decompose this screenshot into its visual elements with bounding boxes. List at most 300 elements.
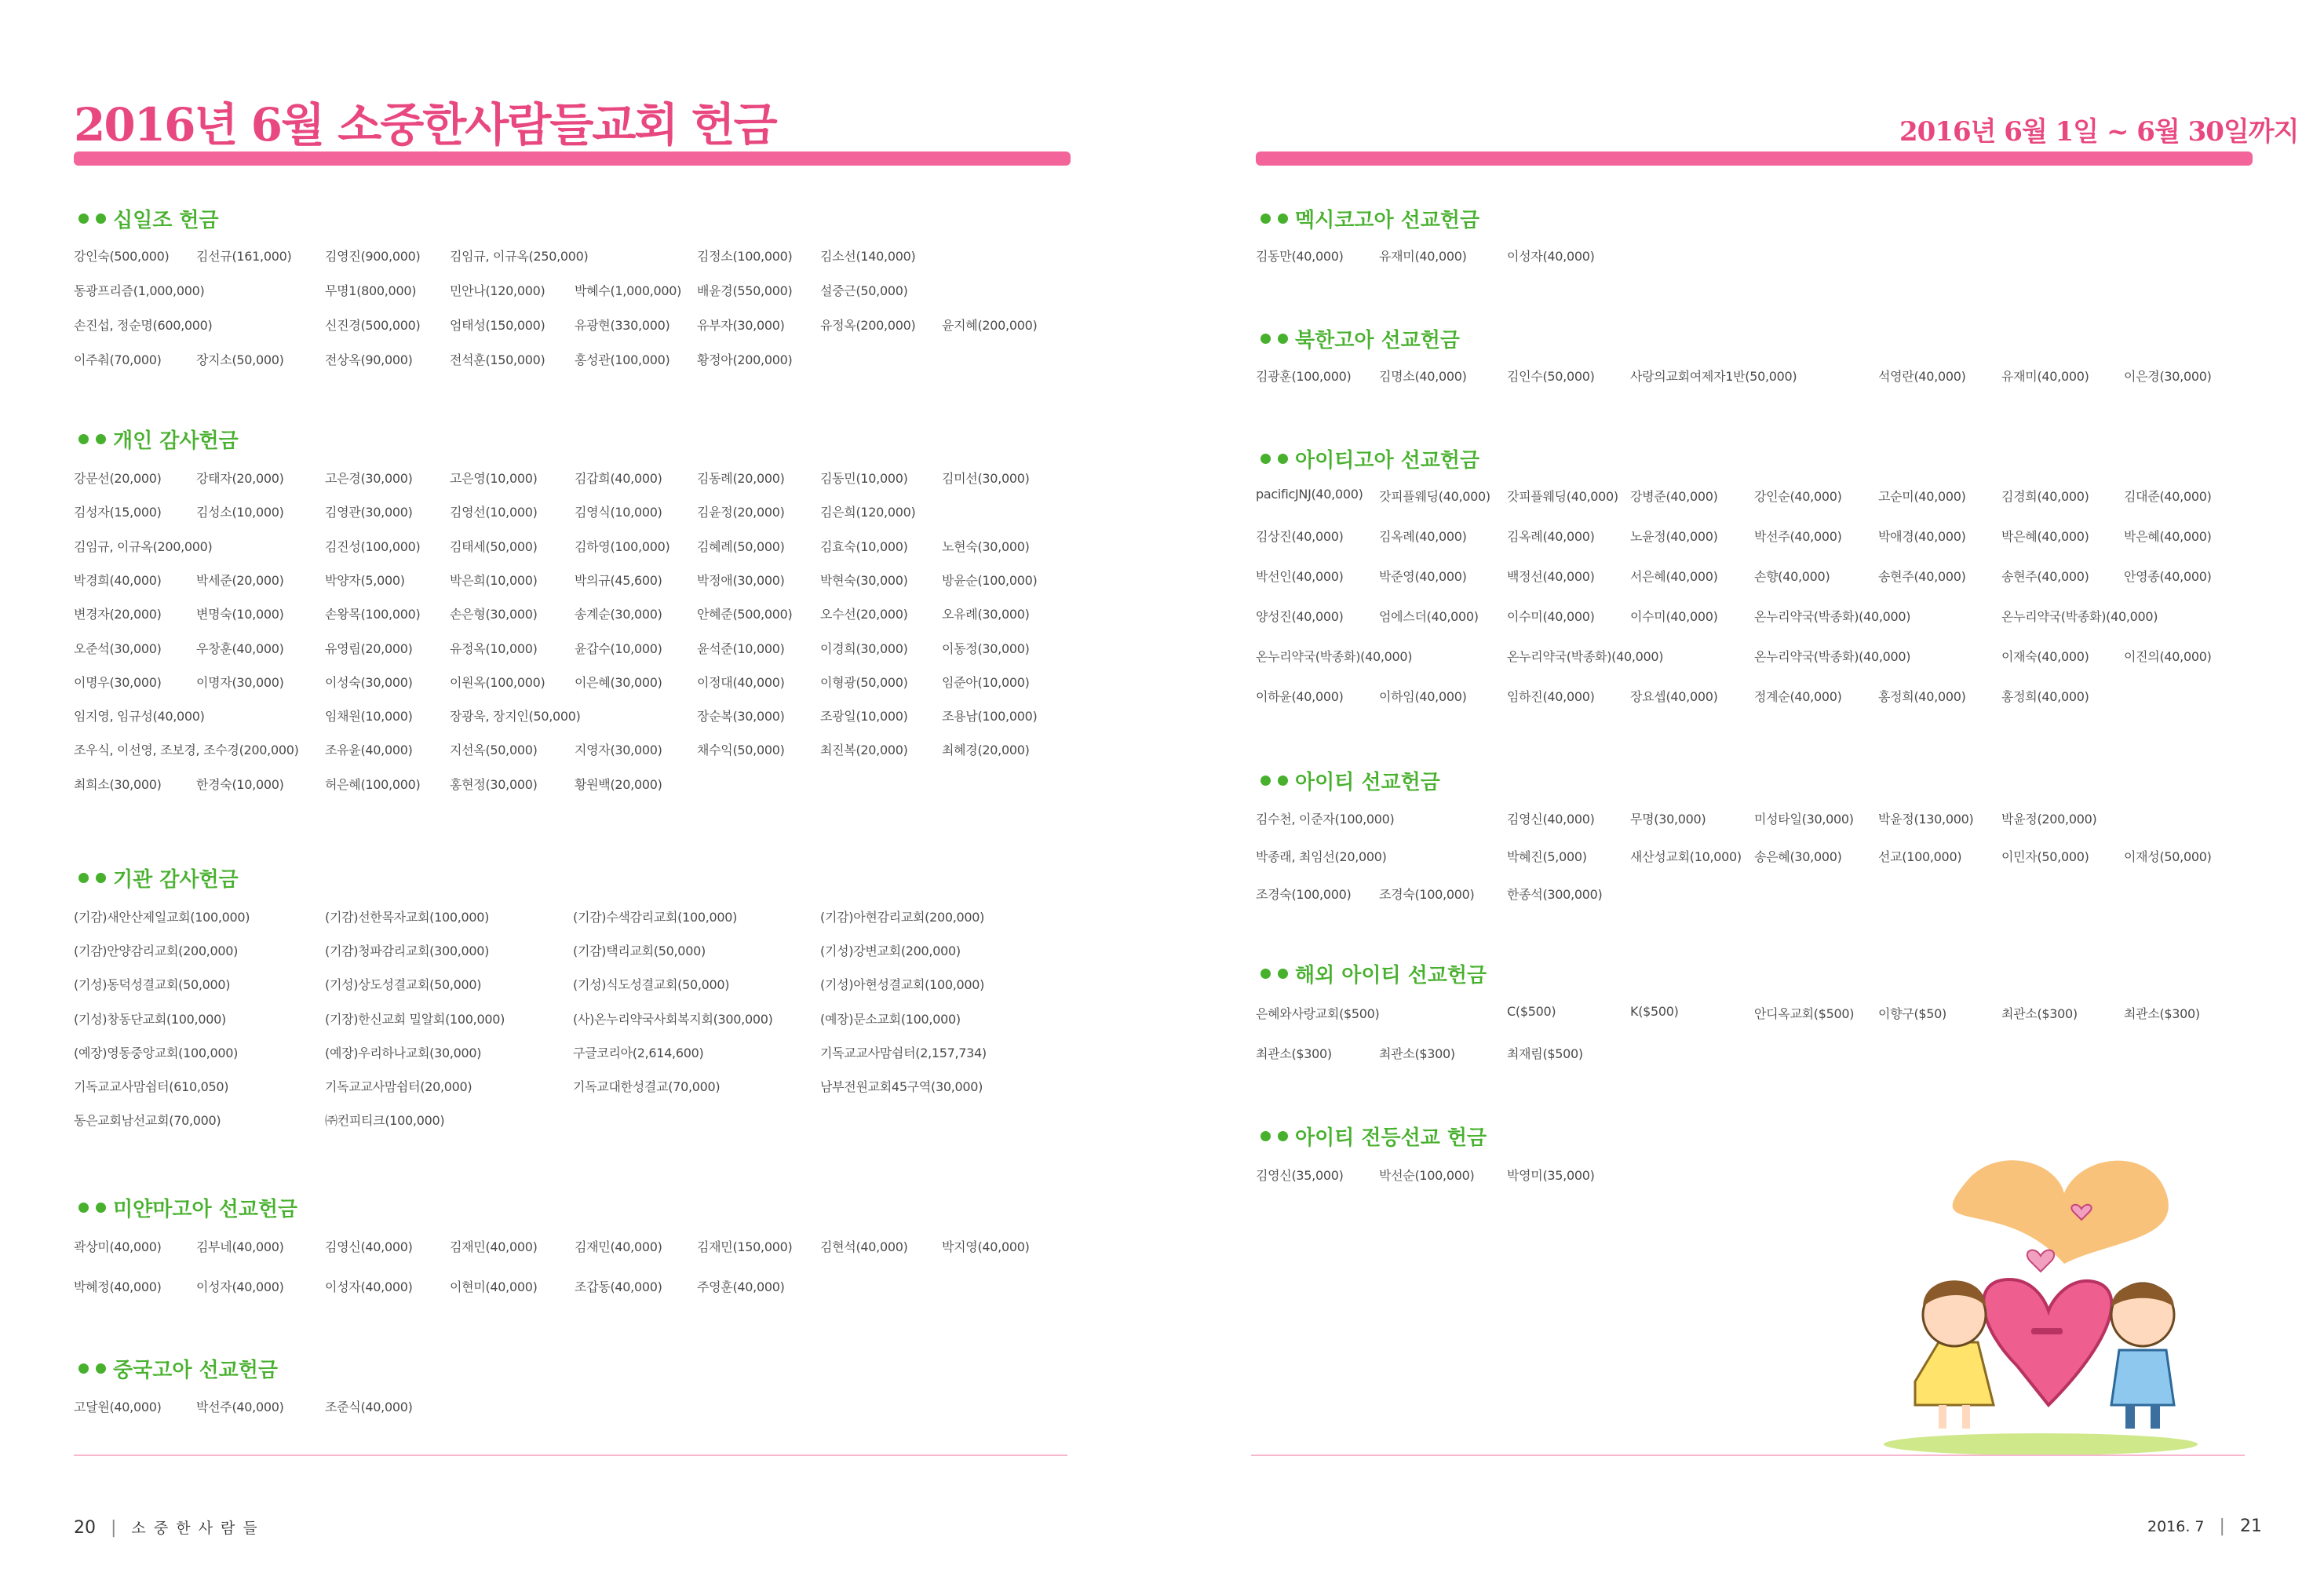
donor-entry: 엄태성(150,000): [450, 318, 545, 333]
bullet-dot-icon: [78, 1363, 89, 1374]
donor-entry: 김명소(40,000): [1379, 369, 1467, 384]
donor-entry: 고은경(30,000): [325, 471, 413, 486]
donor-entry: (기감)청파감리교회(300,000): [325, 943, 490, 959]
donor-entry: 지선옥(50,000): [450, 743, 538, 758]
donor-entry: 이재숙(40,000): [2001, 649, 2089, 664]
donor-entry: 강태자(20,000): [196, 471, 284, 486]
donor-entry: 김인수(50,000): [1507, 369, 1595, 384]
donor-entry: 변명숙(10,000): [196, 607, 284, 622]
donor-entry: 이명우(30,000): [74, 674, 162, 690]
donor-entry: 정계순(40,000): [1754, 689, 1842, 704]
donor-entry: (기감)택리교회(50,000): [573, 943, 706, 959]
donor-entry: 백정선(40,000): [1507, 569, 1595, 584]
donor-entry: 설중근(50,000): [820, 283, 908, 298]
donor-entry: 홍정희(40,000): [2001, 689, 2089, 704]
donor-row: [0, 246, 2324, 265]
donor-entry: 기독교대한성결교(70,000): [573, 1079, 721, 1094]
bullet-dot-icon: [78, 1203, 89, 1213]
donor-entry: (기성)식도성결교회(50,000): [573, 977, 730, 993]
bullet-dot-icon: [78, 434, 89, 444]
footer-separator: |: [111, 1518, 117, 1538]
donor-entry: 임채원(10,000): [325, 709, 413, 725]
donor-entry: 노현숙(30,000): [942, 538, 1030, 554]
bullet-dot-icon: [1261, 214, 1271, 224]
donor-entry: 김성소(10,000): [196, 505, 284, 520]
donor-entry: 조우식, 이선영, 조보경, 조수경(200,000): [74, 743, 299, 758]
donor-entry: 이재성(50,000): [2124, 849, 2212, 864]
donor-entry: 이수미(40,000): [1630, 609, 1718, 624]
donor-entry: 김영신(40,000): [325, 1239, 413, 1254]
issue-date: 2016. 7: [2147, 1518, 2205, 1535]
donor-entry: 윤석준(10,000): [697, 641, 785, 656]
donor-entry: 박준영(40,000): [1379, 569, 1467, 584]
donor-entry: 김대준(40,000): [2124, 489, 2212, 504]
bullet-dot-icon: [1278, 969, 1288, 979]
donor-entry: 임하진(40,000): [1507, 689, 1595, 704]
donor-entry: 동광프리즘(1,000,000): [74, 283, 205, 298]
donor-entry: 김영식(10,000): [575, 505, 662, 520]
right-page-date-range: 2016년 6월 1일 ~ 6월 30일까지: [1899, 116, 2299, 148]
donor-entry: 전석훈(150,000): [450, 352, 545, 367]
donor-entry: 김동례(20,000): [697, 471, 785, 486]
donor-entry: 지영자(30,000): [575, 743, 662, 758]
donor-entry: 온누리약국(박종화)(40,000): [2001, 609, 2158, 624]
donor-entry: 허은혜(100,000): [325, 776, 421, 792]
donor-row: [0, 941, 2324, 960]
donor-entry: 박종래, 최임선(20,000): [1256, 849, 1387, 864]
bullet-dot-icon: [96, 434, 106, 444]
donor-entry: 김소선(140,000): [820, 249, 916, 264]
donor-entry: 박혜수(1,000,000): [575, 283, 682, 298]
bullet-dot-icon: [1278, 334, 1288, 344]
donor-entry: 석영란(40,000): [1878, 369, 1966, 384]
section-heading: 기관 감사헌금: [78, 863, 239, 892]
section-heading: 아이티 전등선교 헌금: [1261, 1122, 1487, 1151]
boy-figure-icon: [2111, 1283, 2174, 1429]
donor-entry: 강인숙(500,000): [74, 249, 170, 264]
donor-entry: 김성자(15,000): [74, 505, 162, 520]
donor-entry: (기감)새안산제일교회(100,000): [74, 910, 250, 925]
donor-row: [0, 687, 2324, 706]
donor-entry: 박은혜(40,000): [2124, 529, 2212, 544]
donor-entry: 장광욱, 장지인(50,000): [450, 709, 581, 725]
donor-entry: 유재미(40,000): [1379, 249, 1467, 264]
donor-entry: 기독교교사맘쉼터(610,050): [74, 1079, 229, 1094]
section-heading: 아이티고아 선교헌금: [1261, 444, 1479, 473]
donor-entry: 오준석(30,000): [74, 641, 162, 656]
donor-entry: 이하임(40,000): [1379, 689, 1467, 704]
donor-entry: 최관소($300): [2124, 1006, 2200, 1021]
donor-entry: 이수미(40,000): [1507, 609, 1595, 624]
donor-entry: 김재민(40,000): [450, 1239, 538, 1254]
donor-entry: 박은희(10,000): [450, 572, 538, 588]
donor-entry: 김진성(100,000): [325, 538, 421, 554]
donor-entry: 오유례(30,000): [942, 607, 1030, 622]
left-title-bar: [74, 151, 1071, 166]
donor-entry: 김혜례(50,000): [697, 538, 785, 554]
donor-entry: 조용남(100,000): [942, 709, 1038, 725]
footer-separator: |: [2219, 1517, 2225, 1536]
bullet-dot-icon: [1261, 454, 1271, 464]
donor-entry: 무명1(800,000): [325, 283, 417, 298]
donor-entry: 김임규, 이규옥(250,000): [450, 249, 589, 264]
left-footer: [74, 1517, 259, 1538]
donor-entry: 고순미(40,000): [1878, 489, 1966, 504]
donor-entry: 김영신(35,000): [1256, 1168, 1344, 1183]
pink-heart-icon: [1983, 1279, 2111, 1405]
donor-entry: (기장)한신교회 밀알회(100,000): [325, 1011, 505, 1027]
donor-entry: K($500): [1630, 1004, 1679, 1019]
donor-entry: pacificJNJ(40,000): [1256, 487, 1363, 502]
donor-row: [0, 647, 2324, 666]
donor-entry: 유정옥(200,000): [820, 318, 916, 333]
donor-row: [0, 281, 2324, 300]
donor-entry: 김임규, 이규옥(200,000): [74, 538, 213, 554]
bullet-dot-icon: [1278, 776, 1288, 786]
donor-entry: 양성진(40,000): [1256, 609, 1344, 624]
donor-row: [0, 975, 2324, 994]
donor-entry: 이향구($50): [1878, 1006, 1946, 1021]
bullet-dot-icon: [1261, 969, 1271, 979]
bullet-dot-icon: [1278, 1131, 1288, 1141]
donor-entry: (예장)우리하나교회(30,000): [325, 1045, 482, 1060]
donor-entry: 박현숙(30,000): [820, 572, 908, 588]
donor-entry: 이형광(50,000): [820, 674, 908, 690]
donor-entry: ㈜컨피티크(100,000): [325, 1113, 445, 1129]
donor-entry: 기독교교사맘쉼터(2,157,734): [820, 1045, 987, 1060]
bullet-dot-icon: [96, 214, 106, 224]
donor-entry: 박의규(45,600): [575, 572, 662, 588]
donor-entry: 김옥례(40,000): [1507, 529, 1595, 544]
donor-row: [0, 316, 2324, 334]
donor-row: [0, 775, 2324, 794]
donor-entry: 이경희(30,000): [820, 641, 908, 656]
donor-row: [0, 907, 2324, 926]
publication-name: 소 중 한 사 람 들: [131, 1520, 259, 1537]
donor-entry: (기성)동덕성결교회(50,000): [74, 977, 231, 993]
donor-entry: 김옥례(40,000): [1379, 529, 1467, 544]
donor-entry: 최재림($500): [1507, 1046, 1583, 1061]
right-footer: [2147, 1517, 2262, 1536]
donor-entry: (기감)안양감리교회(200,000): [74, 943, 239, 959]
donor-entry: 조유윤(40,000): [325, 743, 413, 758]
donor-entry: 이주춰(70,000): [74, 352, 162, 367]
donor-entry: 전상옥(90,000): [325, 352, 413, 367]
donor-entry: 온누리약국(박종화)(40,000): [1507, 649, 1664, 664]
donor-entry: 김영신(40,000): [1507, 812, 1595, 827]
donor-entry: 김광훈(100,000): [1256, 369, 1352, 384]
bullet-dot-icon: [1278, 454, 1288, 464]
section-heading: 개인 감사헌금: [78, 425, 239, 454]
page-number: 20: [74, 1518, 96, 1538]
donor-entry: 임준아(10,000): [942, 674, 1030, 690]
donor-entry: (기감)수색감리교회(100,000): [573, 910, 738, 925]
donor-entry: 온누리약국(박종화)(40,000): [1754, 649, 1911, 664]
donor-entry: 송은혜(30,000): [1754, 849, 1842, 864]
section-heading: 해외 아이티 선교헌금: [1261, 959, 1487, 988]
donor-entry: 서은혜(40,000): [1630, 569, 1718, 584]
donor-entry: 홍현정(30,000): [450, 776, 538, 792]
right-bottom-divider: [1251, 1454, 2245, 1456]
donor-entry: (기감)선한목자교회(100,000): [325, 910, 490, 925]
donor-entry: 김선규(161,000): [196, 249, 292, 264]
donor-entry: 홍성관(100,000): [575, 352, 670, 367]
donor-entry: 박윤정(200,000): [2001, 812, 2097, 827]
donor-entry: 박선주(40,000): [196, 1400, 284, 1414]
donor-entry: 박양자(5,000): [325, 572, 405, 588]
donor-entry: 민안나(120,000): [450, 283, 545, 298]
donor-entry: 김상진(40,000): [1256, 529, 1344, 544]
donor-row: [0, 847, 2324, 866]
donor-entry: (기성)창동단교회(100,000): [74, 1011, 226, 1027]
bullet-dot-icon: [78, 214, 89, 224]
bullet-dot-icon: [1261, 776, 1271, 786]
donor-entry: 강문선(20,000): [74, 471, 162, 486]
donor-entry: 동은교회남선교회(70,000): [74, 1113, 221, 1129]
donor-entry: 장요셉(40,000): [1630, 689, 1718, 704]
donor-entry: 장지소(50,000): [196, 352, 284, 367]
donor-entry: 최관소($300): [1256, 1046, 1332, 1061]
donor-entry: 이하윤(40,000): [1256, 689, 1344, 704]
donor-entry: 안디옥교회($500): [1754, 1006, 1855, 1021]
donor-entry: 박정애(30,000): [697, 572, 785, 588]
donor-entry: 이현미(40,000): [450, 1279, 538, 1294]
donor-entry: 박윤정(130,000): [1878, 812, 1974, 827]
donor-entry: (기성)상도성결교회(50,000): [325, 977, 482, 993]
bullet-dot-icon: [1261, 334, 1271, 344]
donor-entry: 김하영(100,000): [575, 538, 670, 554]
donor-entry: 유재미(40,000): [2001, 369, 2089, 384]
bullet-dot-icon: [78, 873, 89, 883]
donor-entry: 김은희(120,000): [820, 505, 916, 520]
donor-entry: 손진섭, 정순명(600,000): [74, 318, 213, 333]
donor-entry: 채수익(50,000): [697, 743, 785, 758]
donor-entry: 선교(100,000): [1878, 849, 1962, 864]
section-heading: 십일조 헌금: [78, 204, 219, 233]
donor-entry: 구글코리아(2,614,600): [573, 1045, 704, 1060]
donor-row: [0, 740, 2324, 759]
section-heading: 미얀마고아 선교헌금: [78, 1193, 297, 1222]
donor-entry: 한종석(300,000): [1507, 887, 1603, 902]
donor-entry: 김갑희(40,000): [575, 471, 662, 486]
donor-entry: 엄에스더(40,000): [1379, 609, 1479, 624]
bullet-dot-icon: [96, 1363, 106, 1374]
left-bottom-divider: [74, 1454, 1067, 1456]
page-number: 21: [2239, 1517, 2262, 1536]
donor-entry: 조경숙(100,000): [1256, 887, 1352, 902]
donor-entry: 김재민(40,000): [575, 1239, 662, 1254]
donor-entry: 이진의(40,000): [2124, 649, 2212, 664]
donor-row: [0, 1004, 2324, 1023]
donor-row: [0, 487, 2324, 506]
donor-entry: 강인순(40,000): [1754, 489, 1842, 504]
donor-entry: (기성)아현성결교회(100,000): [820, 977, 985, 993]
heart-children-illustration: [1884, 1146, 2260, 1460]
donor-entry: 김동민(10,000): [820, 471, 908, 486]
donor-row: [0, 1044, 2324, 1063]
donor-entry: 홍정희(40,000): [1878, 689, 1966, 704]
donor-entry: 김경희(40,000): [2001, 489, 2089, 504]
left-page-title: 2016년 6월 소중한사람들교회 헌금: [74, 98, 776, 151]
donor-entry: 김영선(10,000): [450, 505, 538, 520]
coin-slot-icon: [2031, 1328, 2063, 1334]
donor-row: [0, 706, 2324, 725]
donor-entry: 김부네(40,000): [196, 1239, 284, 1254]
donor-entry: 손향(40,000): [1754, 569, 1830, 584]
donor-entry: 유정옥(10,000): [450, 641, 538, 656]
donor-row: [0, 469, 2324, 487]
donor-entry: 박영미(35,000): [1507, 1168, 1595, 1183]
donor-entry: (사)온누리약국사회복지회(300,000): [573, 1011, 773, 1027]
grass-icon: [1884, 1433, 2198, 1455]
donor-row: [0, 1077, 2324, 1096]
donor-entry: 김정소(100,000): [697, 249, 793, 264]
donor-entry: 박선인(40,000): [1256, 569, 1344, 584]
donor-entry: 박지영(40,000): [942, 1239, 1030, 1254]
donor-entry: 박경희(40,000): [74, 572, 162, 588]
donor-entry: 송현주(40,000): [2001, 569, 2089, 584]
donor-entry: 강병준(40,000): [1630, 489, 1718, 504]
donor-entry: 갓피플웨딩(40,000): [1379, 489, 1490, 504]
bullet-dot-icon: [96, 873, 106, 883]
donor-entry: 갓피플웨딩(40,000): [1507, 489, 1618, 504]
donor-entry: (예장)문소교회(100,000): [820, 1011, 961, 1027]
donor-entry: 고달원(40,000): [74, 1400, 162, 1414]
donor-entry: 신진경(500,000): [325, 318, 421, 333]
section-heading: 멕시코고아 선교헌금: [1261, 204, 1479, 233]
donor-entry: 김영진(900,000): [325, 249, 421, 264]
donor-entry: 박선주(40,000): [1754, 529, 1842, 544]
donor-entry: 이성자(40,000): [1507, 249, 1595, 264]
donor-entry: 곽상미(40,000): [74, 1239, 162, 1254]
donor-entry: 이성숙(30,000): [325, 674, 413, 690]
donor-entry: 최희소(30,000): [74, 776, 162, 792]
donor-entry: 은혜와사랑교회($500): [1256, 1006, 1380, 1021]
donor-row: [0, 567, 2324, 586]
donor-entry: 조광일(10,000): [820, 709, 908, 725]
donor-entry: 무명(30,000): [1630, 812, 1706, 827]
donor-entry: 방윤순(100,000): [942, 572, 1038, 588]
donor-row: [0, 607, 2324, 626]
donor-entry: 이원옥(100,000): [450, 674, 545, 690]
donor-entry: 우창훈(40,000): [196, 641, 284, 656]
donor-entry: 이정대(40,000): [697, 674, 785, 690]
donor-entry: 미성타일(30,000): [1754, 812, 1854, 827]
donor-entry: 김미선(30,000): [942, 471, 1030, 486]
donor-row: [0, 367, 2324, 385]
donor-entry: 송계순(30,000): [575, 607, 662, 622]
donor-entry: 임지영, 임규성(40,000): [74, 709, 205, 725]
donor-entry: 유부자(30,000): [697, 318, 785, 333]
donor-entry: 이민자(50,000): [2001, 849, 2089, 864]
donor-entry: (기성)강변교회(200,000): [820, 943, 961, 959]
donor-entry: 박세준(20,000): [196, 572, 284, 588]
donor-entry: C($500): [1507, 1004, 1556, 1019]
donor-entry: 변경자(20,000): [74, 607, 162, 622]
donor-entry: 이동정(30,000): [942, 641, 1030, 656]
section-heading: 아이티 선교헌금: [1261, 766, 1440, 795]
donor-entry: (기감)아현감리교회(200,000): [820, 910, 985, 925]
bullet-dot-icon: [96, 1203, 106, 1213]
bullet-dot-icon: [1278, 214, 1288, 224]
donor-entry: 한경숙(10,000): [196, 776, 284, 792]
donor-entry: 박애경(40,000): [1878, 529, 1966, 544]
donor-entry: 주영훈(40,000): [697, 1279, 785, 1294]
donor-entry: 김태세(50,000): [450, 538, 538, 554]
donor-entry: 김효숙(10,000): [820, 538, 908, 554]
donor-entry: 이은혜(30,000): [575, 674, 662, 690]
girl-figure-icon: [1915, 1280, 1994, 1429]
donor-row: [0, 1111, 2324, 1130]
donor-entry: 오수선(20,000): [820, 607, 908, 622]
donor-row: [0, 809, 2324, 828]
donor-entry: 조갑동(40,000): [575, 1279, 662, 1294]
donor-entry: 윤갑수(10,000): [575, 641, 662, 656]
donor-entry: 이은경(30,000): [2124, 369, 2212, 384]
section-heading: 북한고아 선교헌금: [1261, 324, 1460, 353]
donor-entry: 안혜준(500,000): [697, 607, 793, 622]
donor-entry: 김윤정(20,000): [697, 505, 785, 520]
donor-entry: 박혜정(40,000): [74, 1279, 162, 1294]
donor-entry: 손왕목(100,000): [325, 607, 421, 622]
donor-entry: 안영종(40,000): [2124, 569, 2212, 584]
donor-entry: 송현주(40,000): [1878, 569, 1966, 584]
donor-entry: 유광현(330,000): [575, 318, 670, 333]
donor-entry: 배윤경(550,000): [697, 283, 793, 298]
donor-entry: 유영림(20,000): [325, 641, 413, 656]
donor-entry: 최관소($300): [2001, 1006, 2078, 1021]
orange-heart-icon: [1953, 1160, 2169, 1264]
donor-entry: 박은혜(40,000): [2001, 529, 2089, 544]
section-heading: 중국고아 선교헌금: [78, 1354, 278, 1383]
donor-entry: 이성자(40,000): [325, 1279, 413, 1294]
donor-entry: 최진복(20,000): [820, 743, 908, 758]
donor-entry: (예장)영동중앙교회(100,000): [74, 1045, 239, 1060]
donor-entry: 기독교교사맘쉼터(20,000): [325, 1079, 472, 1094]
donor-entry: 온누리약국(박종화)(40,000): [1256, 649, 1413, 664]
donor-entry: 최혜경(20,000): [942, 743, 1030, 758]
donor-entry: 김재민(150,000): [697, 1239, 793, 1254]
right-title-bar: [1256, 151, 2253, 166]
donor-entry: 손은형(30,000): [450, 607, 538, 622]
donor-row: [0, 527, 2324, 546]
donor-entry: 고은영(10,000): [450, 471, 538, 486]
donor-entry: 조경숙(100,000): [1379, 887, 1475, 902]
donor-entry: 김영관(30,000): [325, 505, 413, 520]
donor-entry: 황원백(20,000): [575, 776, 662, 792]
donor-entry: 최관소($300): [1379, 1046, 1455, 1061]
donor-entry: 박혜진(5,000): [1507, 849, 1587, 864]
donor-entry: 장순복(30,000): [697, 709, 785, 725]
donor-entry: 온누리약국(박종화)(40,000): [1754, 609, 1911, 624]
donor-entry: 남부전원교회45구역(30,000): [820, 1079, 983, 1094]
donor-entry: 박선순(100,000): [1379, 1168, 1475, 1183]
donor-entry: 사랑의교회여제자1반(50,000): [1630, 369, 1797, 384]
small-heart-icon: [2027, 1250, 2054, 1272]
donor-entry: 황정아(200,000): [697, 352, 793, 367]
donor-entry: 이성자(40,000): [196, 1279, 284, 1294]
donor-entry: 이명자(30,000): [196, 674, 284, 690]
donor-entry: 김현석(40,000): [820, 1239, 908, 1254]
donor-row: [0, 885, 2324, 903]
donor-entry: 김동만(40,000): [1256, 249, 1344, 264]
donor-entry: 김수천, 이준자(100,000): [1256, 812, 1395, 827]
bullet-dot-icon: [1261, 1131, 1271, 1141]
donor-entry: 윤지혜(200,000): [942, 318, 1038, 333]
donor-entry: 노윤정(40,000): [1630, 529, 1718, 544]
donor-entry: 새산성교회(10,000): [1630, 849, 1742, 864]
donor-entry: 조준식(40,000): [325, 1400, 413, 1414]
